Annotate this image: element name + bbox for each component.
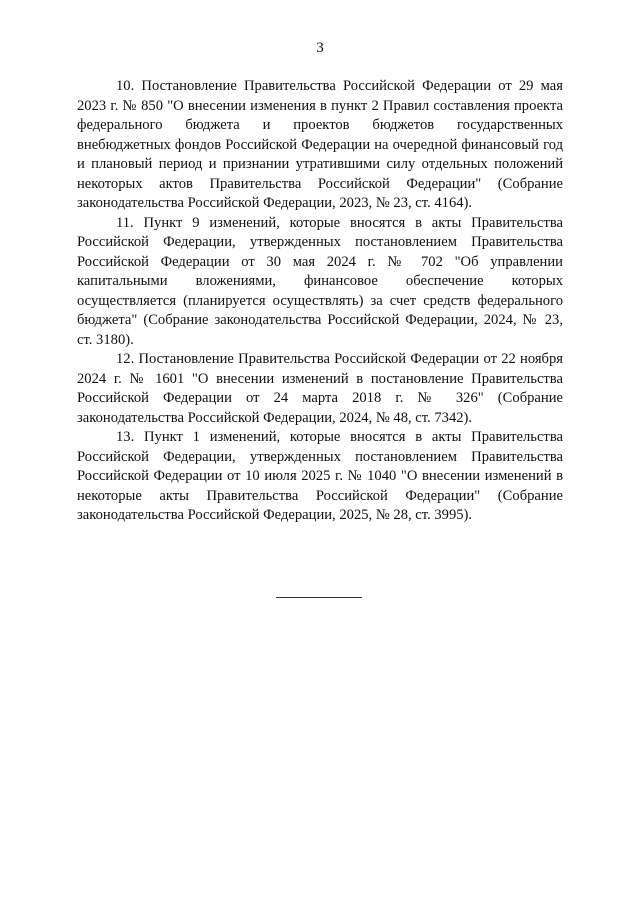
list-item: 10. Постановление Правительства Российской Федерации от 29 мая 2023 г. № 850 "О внесении изменения в пункт 2 Правил составления проекта федерального бюджета и проектов бюджетов государственных внебюджетных фондов Российской Федерации на очередной финансовый год и плановый период и признании утратившими силу отдельных положений некоторых актов Правительства Российской Федерации" (Собрание законодательства Российской Федерации, 2023, № 23, ст. 4164). (77, 78, 563, 211)
end-divider (276, 597, 362, 598)
list-item: 11. Пункт 9 изменений, которые вносятся в акты Правительства Российской Федерации, утвержденных постановлением Правительства Российской Федерации от 30 мая 2024 г. № 702 "Об управлении капитальными вложениями, финансовое обеспечение которых осуществляется (планируется осуществлять) за счет средств федерального бюджета" (Собрание законодательства Российской Федерации, 2024, № 23, ст. 3180). (77, 214, 563, 348)
page-number: 3 (316, 40, 324, 56)
list-item: 12. Постановление Правительства Российской Федерации от 22 ноября 2024 г. № 1601 "О внесении изменений в постановление Правительства Российской Федерации от 24 марта 2018 г. № 326" (Собрание законодательства Российской Федерации, 2024, № 48, ст. 7342). (77, 351, 563, 426)
list-item: 13. Пункт 1 изменений, которые вносятся в акты Правительства Российской Федерации, утвержденных постановлением Правительства Российской Федерации от 10 июля 2025 г. № 1040 "О внесении изменений в некоторые акты Правительства Российской Федерации" (Собрание законодательства Российской Федерации, 2025, № 28, ст. 3995). (77, 429, 563, 523)
document-body (77, 77, 563, 526)
